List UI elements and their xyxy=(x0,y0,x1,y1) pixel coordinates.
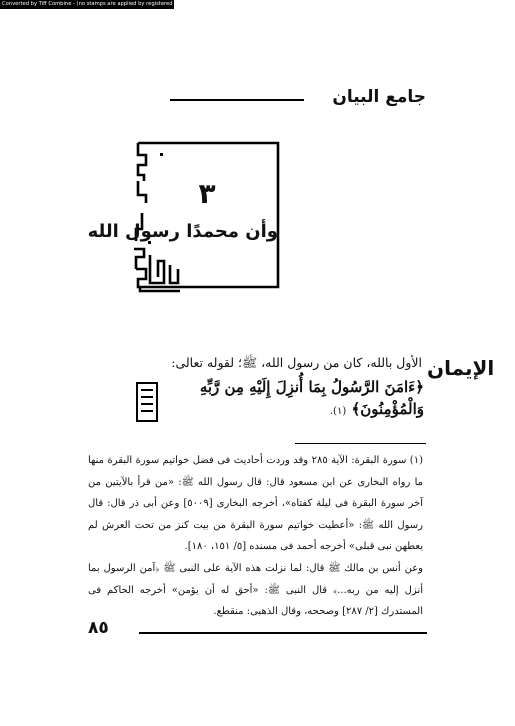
footer-rule xyxy=(139,632,427,634)
footnotes xyxy=(88,450,423,623)
chapter-title: وأن محمدًا رسول الله xyxy=(87,221,278,242)
section-label: الإيمان xyxy=(427,356,495,380)
chapter-number: ٣ xyxy=(198,177,216,210)
quran-verse xyxy=(162,376,424,423)
footnote-2: وعن أنس بن مالك ﷺ قال: لما نزلت هذه الآية على النبى ﷺ ﴿آمن الرسول بما أنزل إليه من ربه...﴾ قال النبى ﷺ: «أحق له أن يؤمن» أخرجه الحاكم فى المستدرك [٢/ ٢٨٧] وصححه، وقال الذهبى: منقطع. xyxy=(88,563,423,617)
verse-marker-icon xyxy=(136,382,158,422)
book-title: جامع البيان xyxy=(332,87,426,107)
chapter-emblem xyxy=(87,137,284,293)
footnote-separator xyxy=(295,443,426,444)
running-header xyxy=(88,86,426,112)
page-number: ٨٥ xyxy=(88,618,109,638)
main-paragraph: الأول بالله، كان من رسول الله، ﷺ؛ لقوله تعالى: xyxy=(171,355,422,370)
verse-text: ﴿ءَامَنَ الرَّسُولُ بِمَا أُنزِلَ إِلَيْهِ مِن رَّبِّهِ وَالْمُؤْمِنُونَ﴾ xyxy=(199,378,424,418)
footnote-1: (١) سورة البقرة: الآية ٢٨٥ وقد وردت أحاديث فى فضل خواتيم سورة البقرة منها ما رواه البخارى عن ابن مسعود قال: قال رسول الله ﷺ: «من قرأ بالآيتين من آخر سورة البقرة فى ليلة كفتاه»، أخرجه البخارى [٥٠٠٩] وعن أبى ذر قال: قال رسول الله ﷺ: «أعطيت خواتيم سورة البقرة من بيت كنز من تحت العرش لم يعطهن نبى قبلى» أخرجه أحمد فى مسنده [٥/ ١٥١، ١٨٠]. xyxy=(88,455,424,552)
kufic-frame xyxy=(87,137,284,293)
converter-banner: Converted by Tiff Combine - (no stamps are applied by registered version) xyxy=(2,1,196,7)
header-rule xyxy=(170,99,304,101)
footnote-ref: (١). xyxy=(329,406,347,417)
